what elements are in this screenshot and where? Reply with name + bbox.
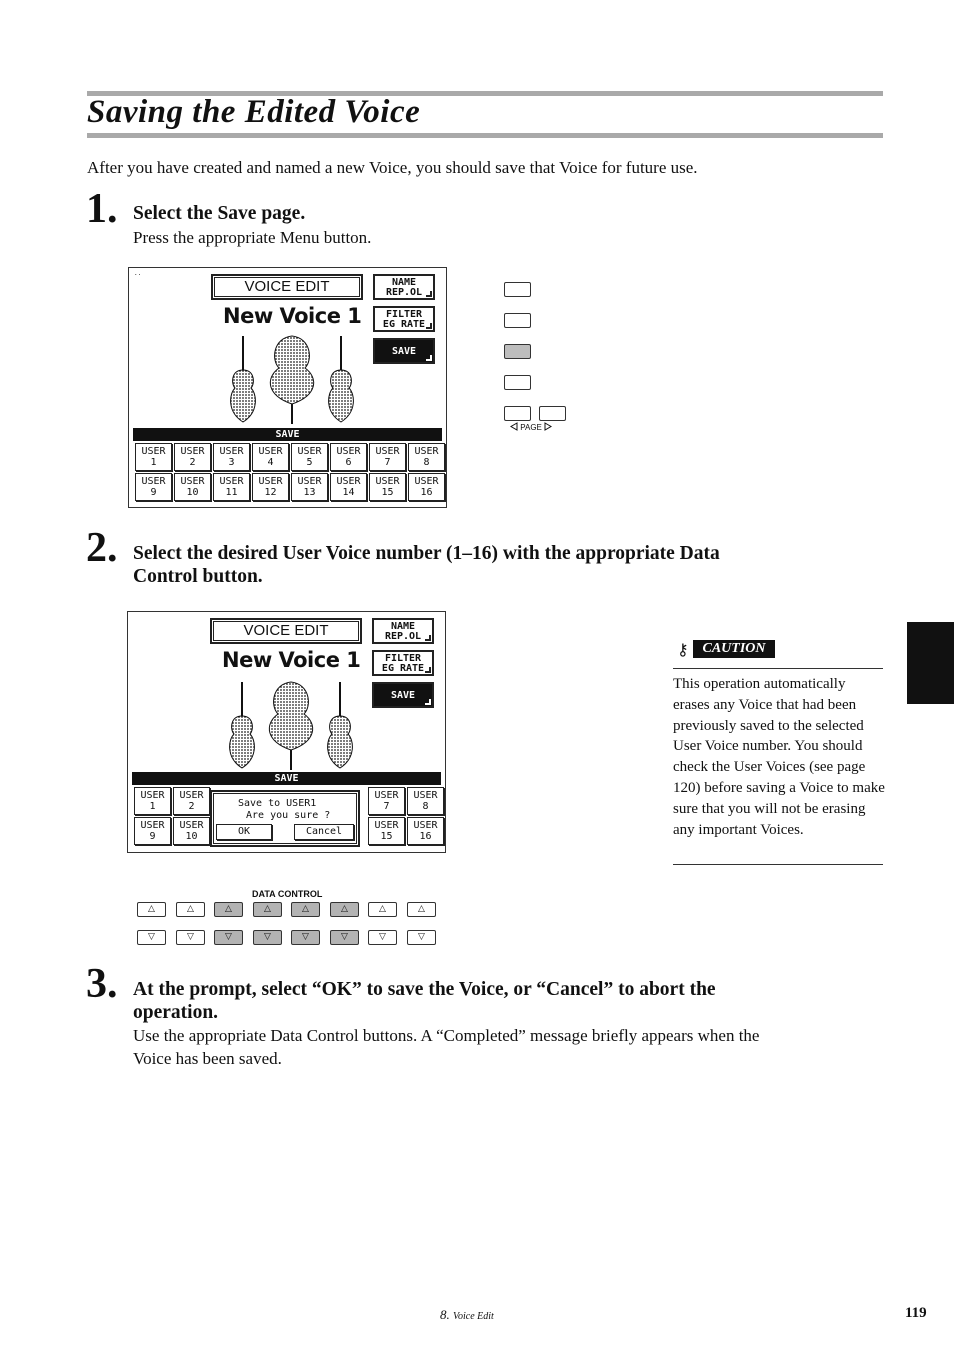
user-word: USER [374, 790, 399, 801]
user-word: USER [140, 820, 165, 831]
user-voice-4[interactable] [252, 443, 289, 471]
user-voice-8[interactable] [407, 787, 444, 815]
data-control-down-4[interactable]: ▽ [253, 930, 282, 945]
menu-filter-egrate[interactable] [372, 650, 434, 676]
user-voice-9[interactable] [135, 473, 172, 501]
corner-mark [425, 699, 431, 705]
user-number: 13 [303, 487, 316, 498]
step-3-heading-line1: At the prompt, select “OK” to save the Voice, or “Cancel” to abort the [133, 979, 716, 1000]
panel-menu-button-3[interactable] [504, 344, 531, 359]
user-number: 7 [383, 801, 390, 812]
save-title-bar: SAVE [133, 428, 442, 441]
user-voice-13[interactable] [291, 473, 328, 501]
user-word: USER [258, 446, 283, 457]
user-voice-2[interactable] [173, 787, 210, 815]
dialog-ok-button[interactable]: OK [216, 824, 272, 840]
user-word: USER [140, 790, 165, 801]
user-word: USER [297, 476, 322, 487]
triangle-right-icon [544, 422, 552, 431]
data-control-up-2[interactable]: △ [176, 902, 205, 917]
data-control-down-1[interactable]: ▽ [137, 930, 166, 945]
user-number: 15 [381, 487, 394, 498]
user-word: USER [297, 446, 322, 457]
lcd-screen-save-confirm [127, 611, 446, 853]
user-number: 2 [189, 457, 196, 468]
save-title-bar: SAVE [132, 772, 441, 785]
caution-rule-top [673, 668, 883, 669]
chapter-name: Voice Edit [453, 1311, 494, 1322]
user-number: 1 [149, 801, 156, 812]
user-number: 10 [185, 831, 198, 842]
user-voice-1[interactable] [134, 787, 171, 815]
user-number: 15 [380, 831, 393, 842]
data-control-up-1[interactable]: △ [137, 902, 166, 917]
user-voice-6[interactable] [330, 443, 367, 471]
user-number: 8 [423, 457, 430, 468]
violin-left-icon [231, 336, 256, 422]
intro-paragraph: After you have created and named a new Voice, you should save that Voice for future use. [87, 158, 698, 177]
cello-center-icon [270, 336, 313, 424]
corner-mark [426, 323, 432, 329]
step-1-number: 1. [86, 186, 118, 232]
user-number: 11 [225, 487, 238, 498]
menu-filter-egrate[interactable] [373, 306, 435, 332]
user-voice-7[interactable] [368, 787, 405, 815]
step-3-body-line2: Voice has been saved. [133, 1049, 282, 1068]
voice-name: New Voice 1 [223, 304, 362, 328]
lcd-screen-save-page [128, 267, 447, 508]
user-word: USER [375, 476, 400, 487]
user-number: 1 [150, 457, 157, 468]
step-1-heading: Select the Save page. [133, 203, 306, 224]
menu-line: FILTER [384, 653, 422, 664]
step-2-heading-line2: Control button. [133, 566, 263, 587]
user-voice-2[interactable] [174, 443, 211, 471]
user-voice-3[interactable] [213, 443, 250, 471]
user-word: USER [413, 820, 438, 831]
user-word: USER [179, 790, 204, 801]
user-number: 9 [150, 487, 157, 498]
cello-center-icon [269, 682, 312, 770]
user-voice-9[interactable] [134, 817, 171, 845]
menu-line: REP.OL [384, 631, 422, 642]
corner-mark [425, 635, 431, 641]
menu-save[interactable] [373, 338, 435, 364]
step-1-body: Press the appropriate Menu button. [133, 228, 372, 247]
step-3-heading-line2: operation. [133, 1002, 219, 1023]
user-word: USER [336, 446, 361, 457]
corner-mark [426, 355, 432, 361]
violin-left-icon [230, 682, 255, 768]
data-control-up-4[interactable]: △ [253, 902, 282, 917]
instrument-illustration [221, 334, 363, 426]
user-voice-15[interactable] [369, 473, 406, 501]
lcd-caption: VOICE EDIT [211, 274, 363, 300]
data-control-down-6[interactable]: ▽ [330, 930, 359, 945]
user-number: 6 [345, 457, 352, 468]
user-voice-15[interactable] [368, 817, 405, 845]
panel-menu-button-4[interactable] [504, 375, 531, 390]
user-voice-10[interactable] [174, 473, 211, 501]
menu-line: SAVE [390, 690, 416, 701]
data-control-down-5[interactable]: ▽ [291, 930, 320, 945]
instrument-illustration [220, 680, 362, 772]
user-number: 4 [267, 457, 274, 468]
user-word: USER [414, 446, 439, 457]
page-number: 119 [905, 1305, 927, 1321]
data-control-down-2[interactable]: ▽ [176, 930, 205, 945]
dialog-line-1: Save to USER1 [238, 798, 317, 809]
data-control-down-8[interactable]: ▽ [407, 930, 436, 945]
key-icon: ⚷ [677, 640, 689, 659]
user-voice-10[interactable] [173, 817, 210, 845]
corner-mark [425, 667, 431, 673]
panel-menu-button-1[interactable] [504, 282, 531, 297]
user-word: USER [141, 476, 166, 487]
user-word: USER [219, 446, 244, 457]
dialog-line-2: Are you sure ? [246, 810, 331, 821]
user-voice-16[interactable] [408, 473, 445, 501]
user-number: 3 [228, 457, 235, 468]
user-voice-8[interactable] [408, 443, 445, 471]
title-rule-bottom [87, 133, 883, 138]
panel-menu-button-2[interactable] [504, 313, 531, 328]
corner-mark [426, 291, 432, 297]
data-control-up-7[interactable]: △ [368, 902, 397, 917]
footer-chapter [440, 1307, 494, 1323]
caution-label: CAUTION [693, 640, 775, 658]
data-control-up-5[interactable]: △ [291, 902, 320, 917]
user-word: USER [414, 476, 439, 487]
user-word: USER [219, 476, 244, 487]
triangle-left-icon [510, 422, 518, 431]
user-word: USER [374, 820, 399, 831]
page-text: PAGE [520, 423, 542, 432]
user-word: USER [375, 446, 400, 457]
menu-name-repol[interactable] [372, 618, 434, 644]
save-confirm-dialog [210, 790, 360, 847]
page-left-button[interactable] [504, 406, 531, 421]
user-number: 9 [149, 831, 156, 842]
user-word: USER [180, 476, 205, 487]
caution-badge [677, 638, 775, 660]
voice-name: New Voice 1 [222, 648, 361, 672]
user-number: 12 [264, 487, 277, 498]
user-number: 16 [420, 487, 433, 498]
caution-text: This operation automatically erases any Voice that had been previously saved to the selected User Voice number. You should check the User Voices (see page 120) before saving a Voice to make sure that you will not be erasing any important Voices. [673, 676, 885, 838]
chapter-side-tab [907, 622, 954, 704]
data-control-label: DATA CONTROL [252, 889, 323, 899]
user-voice-12[interactable] [252, 473, 289, 501]
step-2-number: 2. [86, 525, 118, 571]
menu-save[interactable] [372, 682, 434, 708]
step-2-heading-line1: Select the desired User Voice number (1–16) with the appropriate Data [133, 543, 720, 564]
user-voice-16[interactable] [407, 817, 444, 845]
user-voice-5[interactable] [291, 443, 328, 471]
data-control-down-3[interactable]: ▽ [214, 930, 243, 945]
user-number: 7 [384, 457, 391, 468]
menu-line: SAVE [391, 346, 417, 357]
user-voice-11[interactable] [213, 473, 250, 501]
user-number: 2 [188, 801, 195, 812]
chapter-number: 8. [440, 1307, 450, 1322]
data-control-down-7[interactable]: ▽ [368, 930, 397, 945]
data-control-up-3[interactable]: △ [214, 902, 243, 917]
lcd-corner-mark: .. [134, 270, 142, 277]
user-number: 8 [422, 801, 429, 812]
data-control-up-6[interactable]: △ [330, 902, 359, 917]
menu-line: REP.OL [385, 287, 423, 298]
menu-line: EG RATE [381, 663, 425, 674]
user-word: USER [141, 446, 166, 457]
menu-line: EG RATE [382, 319, 426, 330]
caution-rule-bottom [673, 864, 883, 865]
user-voice-1[interactable] [135, 443, 172, 471]
user-word: USER [180, 446, 205, 457]
user-word: USER [258, 476, 283, 487]
page-title: Saving the Edited Voice [87, 94, 421, 130]
page-label [510, 422, 552, 432]
menu-line: FILTER [385, 309, 423, 320]
user-number: 5 [306, 457, 313, 468]
user-number: 10 [186, 487, 199, 498]
user-number: 16 [419, 831, 432, 842]
user-word: USER [413, 790, 438, 801]
violin-right-icon [328, 682, 353, 768]
user-word: USER [336, 476, 361, 487]
user-voice-7[interactable] [369, 443, 406, 471]
menu-line: NAME [391, 277, 417, 288]
user-word: USER [179, 820, 204, 831]
lcd-caption: VOICE EDIT [210, 618, 362, 644]
violin-right-icon [329, 336, 354, 422]
dialog-cancel-button[interactable]: Cancel [294, 824, 354, 840]
step-3-number: 3. [86, 961, 118, 1007]
user-number: 14 [342, 487, 355, 498]
menu-line: NAME [390, 621, 416, 632]
step-3-body-line1: Use the appropriate Data Control buttons. A “Completed” message briefly appears when the [133, 1026, 760, 1045]
data-control-up-8[interactable]: △ [407, 902, 436, 917]
menu-name-repol[interactable] [373, 274, 435, 300]
user-voice-14[interactable] [330, 473, 367, 501]
page-right-button[interactable] [539, 406, 566, 421]
